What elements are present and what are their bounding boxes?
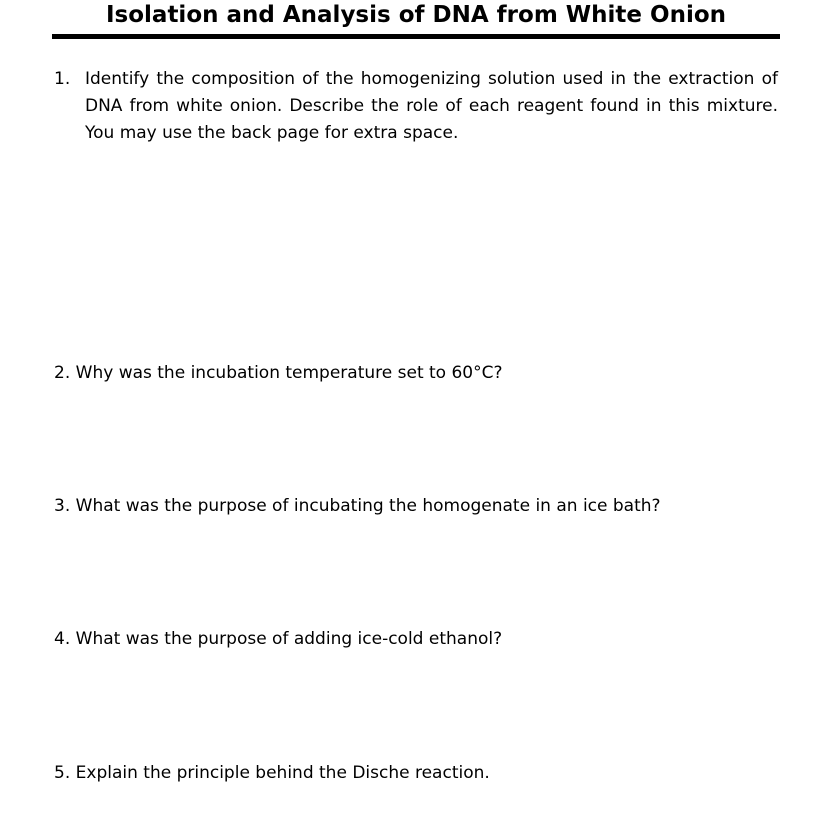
question-number: 2. [54, 363, 71, 383]
question-number: 3. [54, 496, 71, 516]
question-text: Why was the incubation temperature set to 60°C? [75, 363, 503, 383]
question-text: Identify the composition of the homogenizing solution used in the extraction of DNA from white onion. Describe the role of each reagent found in this mixture. You may use the back page for extra space. [85, 69, 778, 143]
question-3 [54, 493, 661, 520]
question-text: Explain the principle behind the Dische reaction. [75, 763, 490, 783]
question-1 [54, 66, 778, 147]
question-number: 5. [54, 763, 71, 783]
question-text: What was the purpose of adding ice-cold ethanol? [75, 629, 503, 649]
page-title: Isolation and Analysis of DNA from White Onion [105, 2, 727, 28]
question-2 [54, 360, 503, 387]
question-5 [54, 760, 490, 787]
question-text: What was the purpose of incubating the homogenate in an ice bath? [75, 496, 661, 516]
question-4 [54, 626, 502, 653]
question-number: 4. [54, 629, 71, 649]
title-underline [52, 34, 780, 39]
question-number: 1. [54, 69, 71, 89]
